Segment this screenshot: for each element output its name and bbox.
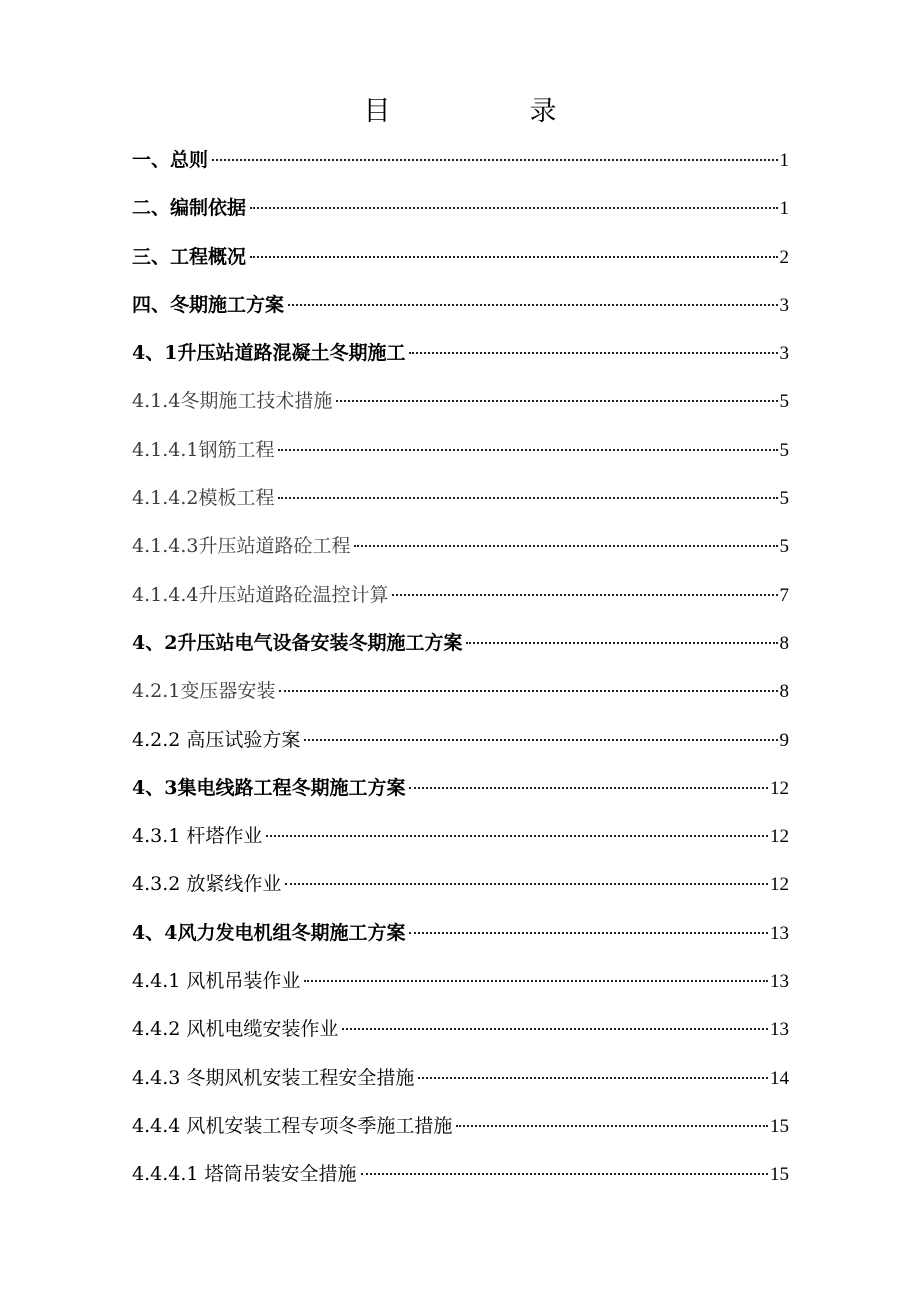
- toc-entry[interactable]: [132, 335, 789, 383]
- toc-entry[interactable]: [132, 432, 789, 480]
- toc-dot-leader: [288, 304, 777, 306]
- toc-dot-leader: [342, 1028, 768, 1030]
- toc-dot-leader: [354, 545, 777, 547]
- toc-entry-page-number: 8: [779, 681, 789, 703]
- toc-dot-leader: [250, 256, 777, 258]
- toc-entry[interactable]: [132, 1060, 789, 1108]
- toc-dot-leader: [336, 400, 777, 402]
- toc-entry[interactable]: [132, 1011, 789, 1059]
- toc-entry-page-number: 5: [779, 488, 789, 510]
- page-title: 目 录: [363, 96, 613, 127]
- toc-entry-page-number: 14: [770, 1067, 789, 1089]
- toc-entry-label: 三、工程概况: [132, 245, 247, 268]
- toc-dot-leader: [418, 1077, 768, 1079]
- toc-entry-label: 4.1.4.4升压站道路砼温控计算: [132, 583, 389, 606]
- toc-entry-page-number: 5: [779, 536, 789, 558]
- toc-entry[interactable]: [132, 480, 789, 528]
- toc-entry-label: 4.3.1 杆塔作业: [132, 825, 263, 848]
- toc-entry-label: 4.2.2 高压试验方案: [132, 728, 301, 751]
- toc-entry-page-number: 12: [770, 777, 789, 799]
- toc-dot-leader: [279, 690, 777, 692]
- toc-entry[interactable]: [132, 722, 789, 770]
- toc-entry[interactable]: [132, 1108, 789, 1156]
- toc-dot-leader: [212, 159, 777, 161]
- toc-entry[interactable]: [132, 673, 789, 721]
- toc-dot-leader: [285, 883, 768, 885]
- toc-entry[interactable]: [132, 383, 789, 431]
- table-of-contents: [132, 142, 789, 1205]
- toc-entry-page-number: 15: [770, 1115, 789, 1137]
- toc-entry[interactable]: [132, 818, 789, 866]
- toc-dot-leader: [278, 497, 777, 499]
- toc-entry-label: 4.1.4冬期施工技术措施: [132, 390, 333, 413]
- toc-entry[interactable]: [132, 142, 789, 190]
- toc-entry[interactable]: [132, 577, 789, 625]
- toc-entry-page-number: 1: [779, 150, 789, 171]
- toc-entry-page-number: 15: [770, 1164, 789, 1186]
- toc-entry-label: 4.1.4.1钢筋工程: [132, 438, 275, 461]
- toc-entry[interactable]: [132, 866, 789, 914]
- toc-dot-leader: [304, 980, 768, 982]
- toc-entry-label: 4.2.1变压器安装: [132, 680, 276, 703]
- toc-entry-page-number: 12: [770, 874, 789, 896]
- toc-entry-label: 4.4.4.1 塔筒吊装安全措施: [132, 1163, 357, 1186]
- toc-dot-leader: [409, 932, 768, 934]
- toc-dot-leader: [278, 449, 777, 451]
- toc-entry-page-number: 13: [770, 922, 789, 944]
- toc-entry-label: 4.4.1 风机吊装作业: [132, 970, 301, 993]
- toc-entry[interactable]: [132, 1156, 789, 1204]
- toc-entry[interactable]: [132, 915, 789, 963]
- toc-entry-label: 4、2升压站电气设备安装冬期施工方案: [132, 631, 463, 654]
- toc-entry-page-number: 12: [770, 826, 789, 848]
- toc-entry-page-number: 8: [779, 632, 789, 654]
- toc-dot-leader: [361, 1173, 768, 1175]
- toc-entry[interactable]: [132, 190, 789, 238]
- toc-entry[interactable]: [132, 770, 789, 818]
- toc-entry-page-number: 7: [779, 584, 789, 606]
- toc-entry-label: 4.4.3 冬期风机安装工程安全措施: [132, 1066, 415, 1089]
- toc-entry-label: 4.4.2 风机电缆安装作业: [132, 1018, 339, 1041]
- toc-entry[interactable]: [132, 963, 789, 1011]
- toc-dot-leader: [456, 1125, 768, 1127]
- toc-dot-leader: [304, 739, 777, 741]
- toc-entry-page-number: 3: [779, 294, 789, 316]
- toc-entry-label: 4.1.4.3升压站道路砼工程: [132, 535, 351, 558]
- toc-dot-leader: [466, 642, 777, 644]
- toc-entry-page-number: 13: [770, 971, 789, 993]
- toc-dot-leader: [392, 594, 777, 596]
- toc-entry-label: 二、编制依据: [132, 197, 247, 220]
- toc-entry-label: 4、1升压站道路混凝土冬期施工: [132, 342, 406, 365]
- toc-entry-label: 4.1.4.2模板工程: [132, 487, 275, 510]
- toc-dot-leader: [409, 352, 777, 354]
- toc-entry-page-number: 3: [779, 343, 789, 365]
- toc-entry-label: 一、总则: [132, 149, 209, 171]
- toc-entry-page-number: 5: [779, 439, 789, 461]
- toc-entry[interactable]: [132, 239, 789, 287]
- toc-entry-page-number: 1: [779, 198, 789, 220]
- toc-dot-leader: [409, 787, 768, 789]
- toc-entry-label: 4.3.2 放紧线作业: [132, 873, 282, 896]
- toc-entry-page-number: 5: [779, 391, 789, 413]
- toc-entry-page-number: 13: [770, 1019, 789, 1041]
- toc-dot-leader: [266, 835, 768, 837]
- toc-entry-label: 4.4.4 风机安装工程专项冬季施工措施: [132, 1114, 453, 1137]
- toc-entry[interactable]: [132, 528, 789, 576]
- toc-dot-leader: [250, 207, 777, 209]
- toc-entry[interactable]: [132, 625, 789, 673]
- toc-entry-label: 4、3集电线路工程冬期施工方案: [132, 776, 406, 799]
- toc-entry-page-number: 2: [779, 246, 789, 268]
- toc-entry-page-number: 9: [779, 729, 789, 751]
- toc-entry-label: 4、4风力发电机组冬期施工方案: [132, 921, 406, 944]
- toc-entry-label: 四、冬期施工方案: [132, 293, 285, 316]
- toc-entry[interactable]: [132, 287, 789, 335]
